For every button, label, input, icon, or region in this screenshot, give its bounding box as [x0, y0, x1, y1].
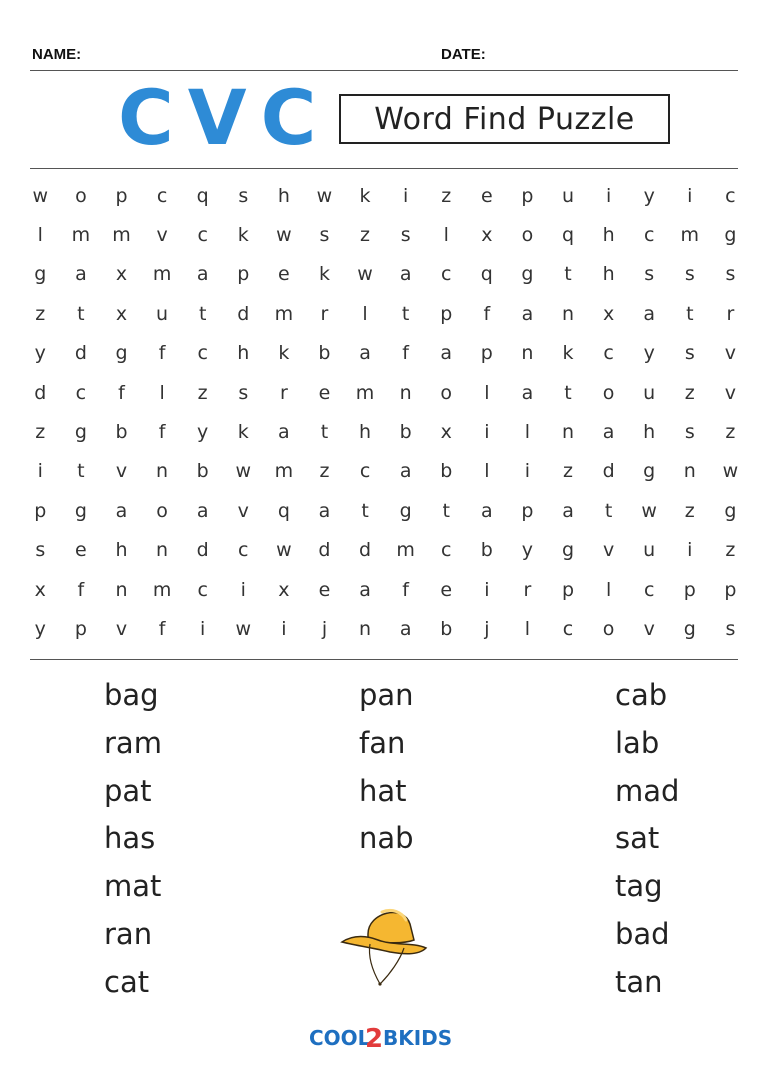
- grid-letter: f: [402, 342, 409, 365]
- grid-letter: c: [441, 539, 452, 562]
- grid-letter: u: [156, 302, 169, 325]
- grid-letter: m: [152, 578, 172, 601]
- grid-letter: l: [362, 302, 368, 325]
- grid-letter: t: [442, 499, 450, 522]
- grid-letter: p: [440, 302, 453, 325]
- grid-letter: n: [156, 539, 169, 562]
- grid-letter: c: [603, 342, 614, 365]
- grid-letter: a: [481, 499, 493, 522]
- grid-letter: j: [321, 617, 328, 640]
- grid-letter: p: [561, 578, 575, 601]
- grid-letter: u: [643, 539, 656, 562]
- grid-letter: v: [156, 224, 168, 247]
- grid-letter: z: [725, 539, 736, 562]
- grid-letter: g: [724, 224, 737, 247]
- grid-letter: u: [561, 184, 575, 207]
- grid-letter: r: [279, 381, 288, 404]
- grid-letter: a: [399, 617, 412, 640]
- grid-letter: n: [683, 460, 696, 483]
- grid-letter: v: [115, 460, 128, 483]
- grid-letter: l: [524, 617, 531, 640]
- grid-letter: t: [604, 499, 613, 522]
- grid-letter: k: [278, 342, 290, 365]
- grid-letter: g: [561, 539, 575, 562]
- grid-letter: m: [274, 460, 294, 483]
- grid-letter: j: [484, 617, 490, 640]
- grid-letter: k: [562, 342, 574, 365]
- grid-top-rule: [30, 168, 738, 169]
- grid-letter: x: [115, 302, 128, 325]
- grid-letter: m: [152, 263, 172, 286]
- grid-letter: f: [158, 342, 166, 365]
- grid-letter: t: [361, 499, 369, 522]
- grid-letter: g: [399, 499, 412, 522]
- grid-letter: a: [75, 263, 87, 286]
- word-list-column-1: [104, 672, 162, 1007]
- grid-letter: z: [563, 460, 573, 483]
- grid-letter: r: [320, 302, 329, 325]
- grid-letter: e: [440, 578, 453, 601]
- grid-letter: z: [360, 224, 371, 247]
- grid-letter: c: [238, 539, 249, 562]
- grid-letter: z: [35, 302, 46, 325]
- grid-letter: w: [316, 184, 333, 207]
- grid-letter: n: [561, 302, 575, 325]
- grid-letter: v: [724, 342, 737, 365]
- grid-letter: y: [197, 421, 209, 444]
- word-item: mad: [615, 773, 680, 808]
- logo-text-bkids: BKIDS: [383, 1026, 453, 1050]
- grid-letter: b: [440, 460, 453, 483]
- grid-letter: l: [524, 421, 531, 444]
- word-list-column-3: [615, 672, 679, 1007]
- grid-letter: g: [521, 263, 534, 286]
- grid-letter: z: [197, 381, 208, 404]
- grid-letter: n: [521, 342, 534, 365]
- grid-letter: w: [235, 617, 252, 640]
- grid-letter: f: [158, 617, 166, 640]
- grid-letter: a: [359, 342, 371, 365]
- grid-letter: z: [319, 460, 330, 483]
- word-item: cat: [104, 964, 150, 999]
- grid-letter: w: [641, 499, 657, 522]
- grid-letter: h: [237, 342, 250, 365]
- grid-letter: y: [643, 342, 655, 365]
- grid-letter: a: [440, 342, 453, 365]
- grid-letter: d: [34, 381, 47, 404]
- grid-letter: i: [403, 184, 409, 207]
- grid-letter: e: [318, 381, 331, 404]
- grid-letter: v: [602, 539, 615, 562]
- grid-letter: t: [686, 302, 694, 325]
- grid-letter: t: [401, 302, 410, 325]
- word-item: ram: [104, 725, 162, 760]
- grid-letter: f: [77, 578, 85, 601]
- grid-letter: s: [684, 342, 695, 365]
- cool2bkids-logo: [305, 1018, 465, 1054]
- grid-letter: v: [724, 381, 737, 404]
- logo-text-2: 2: [365, 1024, 384, 1054]
- grid-letter: w: [32, 184, 49, 207]
- grid-letter: m: [355, 381, 375, 404]
- word-list-column-2: [359, 672, 414, 863]
- grid-letter: b: [440, 617, 453, 640]
- word-item: bag: [104, 678, 159, 712]
- grid-letter: q: [196, 184, 209, 207]
- date-label: DATE:: [441, 46, 486, 63]
- grid-letter: s: [644, 263, 655, 286]
- grid-letter: g: [643, 460, 656, 483]
- grid-letter: s: [238, 184, 249, 207]
- grid-letter: v: [237, 499, 249, 522]
- grid-letter: h: [115, 539, 128, 562]
- grid-letter: g: [34, 263, 47, 286]
- grid-letter: x: [34, 578, 46, 601]
- grid-letter: n: [156, 460, 169, 483]
- grid-letter: m: [112, 224, 131, 247]
- grid-letter: t: [320, 421, 329, 444]
- grid-letter: v: [115, 617, 128, 640]
- grid-letter: v: [643, 617, 655, 640]
- grid-letter: f: [118, 381, 125, 404]
- grid-letter: g: [74, 499, 87, 522]
- grid-letter: s: [238, 381, 249, 404]
- grid-letter: a: [643, 302, 656, 325]
- grid-letter: o: [521, 224, 534, 247]
- grid-letter: o: [602, 617, 615, 640]
- grid-letter: i: [524, 460, 531, 483]
- grid-letter: y: [34, 342, 46, 365]
- grid-letter: p: [521, 184, 534, 207]
- grid-letter: e: [278, 263, 290, 286]
- grid-letter: i: [484, 421, 490, 444]
- word-item: cab: [615, 678, 668, 712]
- word-item: sat: [615, 821, 660, 856]
- grid-letter: h: [602, 263, 615, 286]
- word-item: pat: [104, 773, 152, 808]
- grid-letter: b: [318, 342, 331, 365]
- cvc-title: CVC: [118, 73, 331, 162]
- grid-letter: y: [643, 184, 655, 207]
- grid-letter: l: [484, 460, 490, 483]
- grid-letter: f: [483, 302, 491, 325]
- grid-letter: o: [156, 499, 168, 522]
- grid-letter: c: [197, 578, 208, 601]
- grid-letter: h: [643, 421, 656, 444]
- bucket-hat-icon: [334, 890, 434, 990]
- grid-letter: t: [77, 302, 85, 325]
- grid-letter: g: [724, 499, 737, 522]
- grid-letter: p: [683, 578, 696, 601]
- grid-letter: a: [196, 263, 209, 286]
- grid-letter: q: [480, 263, 493, 286]
- grid-letter: x: [440, 421, 452, 444]
- grid-letter: f: [158, 421, 166, 444]
- grid-letter: g: [115, 342, 128, 365]
- grid-letter: l: [159, 381, 165, 404]
- grid-letter: a: [359, 578, 371, 601]
- letter-grid: [20, 176, 750, 649]
- grid-letter: n: [115, 578, 128, 601]
- grid-letter: g: [74, 421, 87, 444]
- grid-letter: s: [400, 224, 411, 247]
- grid-letter: a: [521, 381, 534, 404]
- grid-letter: a: [318, 499, 331, 522]
- grid-letter: t: [564, 263, 572, 286]
- word-item: fan: [359, 725, 406, 760]
- grid-letter: a: [562, 499, 574, 522]
- grid-letter: z: [441, 184, 452, 207]
- grid-letter: l: [484, 381, 490, 404]
- grid-letter: o: [602, 381, 615, 404]
- grid-letter: i: [281, 617, 287, 640]
- grid-letter: w: [276, 539, 292, 562]
- grid-letter: n: [561, 421, 575, 444]
- grid-letter: k: [237, 224, 249, 247]
- grid-letter: x: [481, 224, 493, 247]
- grid-letter: b: [480, 539, 493, 562]
- grid-letter: b: [196, 460, 209, 483]
- grid-letter: z: [35, 421, 46, 444]
- grid-letter: x: [602, 302, 615, 325]
- grid-letter: e: [480, 184, 493, 207]
- grid-bottom-rule: [30, 659, 738, 660]
- grid-letter: l: [605, 578, 612, 601]
- grid-letter: q: [277, 499, 290, 522]
- word-item: pan: [359, 678, 414, 712]
- grid-letter: p: [237, 263, 250, 286]
- word-item: nab: [359, 821, 414, 856]
- grid-letter: w: [722, 460, 739, 483]
- grid-letter: d: [237, 302, 250, 325]
- grid-letter: m: [396, 539, 415, 562]
- grid-letter: m: [71, 224, 91, 247]
- grid-letter: l: [443, 224, 449, 247]
- grid-letter: c: [197, 342, 208, 365]
- grid-letter: n: [359, 617, 372, 640]
- grid-letter: q: [561, 224, 575, 247]
- grid-letter: s: [319, 224, 330, 247]
- grid-letter: i: [484, 578, 490, 601]
- grid-letter: a: [196, 499, 209, 522]
- grid-letter: a: [521, 302, 534, 325]
- grid-letter: i: [687, 539, 693, 562]
- grid-letter: s: [684, 263, 695, 286]
- grid-letter: i: [605, 184, 612, 207]
- grid-letter: g: [683, 617, 696, 640]
- grid-letter: o: [75, 184, 87, 207]
- grid-letter: p: [724, 578, 737, 601]
- word-item: ran: [104, 916, 153, 951]
- grid-letter: h: [359, 421, 372, 444]
- grid-letter: a: [399, 460, 412, 483]
- grid-letter: w: [235, 460, 252, 483]
- grid-letter: f: [402, 578, 409, 601]
- grid-letter: h: [277, 184, 290, 207]
- grid-letter: c: [359, 460, 371, 483]
- grid-letter: n: [399, 381, 412, 404]
- grid-letter: z: [684, 499, 695, 522]
- grid-letter: y: [34, 617, 46, 640]
- grid-letter: c: [643, 224, 655, 247]
- word-item: has: [104, 821, 156, 856]
- grid-letter: a: [399, 263, 412, 286]
- grid-letter: m: [274, 302, 294, 325]
- grid-letter: d: [74, 342, 87, 365]
- grid-letter: i: [200, 617, 206, 640]
- word-item: bad: [615, 916, 670, 951]
- grid-letter: s: [35, 539, 46, 562]
- grid-letter: x: [278, 578, 290, 601]
- grid-letter: z: [725, 421, 736, 444]
- grid-letter: c: [562, 617, 574, 640]
- grid-letter: i: [37, 460, 43, 483]
- logo-text-cool: COOL: [309, 1026, 371, 1050]
- grid-letter: h: [602, 224, 615, 247]
- grid-letter: k: [359, 184, 371, 207]
- word-item: tan: [615, 964, 663, 999]
- grid-letter: r: [523, 578, 532, 601]
- grid-letter: c: [441, 263, 452, 286]
- grid-letter: t: [564, 381, 572, 404]
- grid-letter: l: [37, 224, 43, 247]
- grid-letter: c: [75, 381, 87, 404]
- grid-letter: p: [480, 342, 493, 365]
- grid-letter: p: [34, 499, 47, 522]
- grid-letter: e: [318, 578, 331, 601]
- grid-letter: k: [318, 263, 330, 286]
- grid-letter: u: [643, 381, 656, 404]
- grid-letter: d: [196, 539, 209, 562]
- grid-letter: t: [77, 460, 85, 483]
- grid-letter: w: [357, 263, 373, 286]
- grid-letter: d: [359, 539, 372, 562]
- grid-letter: b: [115, 421, 128, 444]
- grid-letter: d: [602, 460, 615, 483]
- grid-letter: d: [318, 539, 331, 562]
- grid-letter: y: [521, 539, 534, 562]
- grid-letter: a: [602, 421, 615, 444]
- word-item: mat: [104, 869, 162, 904]
- name-label: NAME:: [32, 46, 82, 63]
- grid-letter: r: [726, 302, 735, 325]
- puzzle-subtitle: Word Find Puzzle: [374, 101, 635, 137]
- grid-letter: z: [684, 381, 695, 404]
- grid-letter: i: [240, 578, 246, 601]
- grid-letter: c: [156, 184, 168, 207]
- grid-letter: i: [687, 184, 693, 207]
- grid-letter: p: [115, 184, 128, 207]
- grid-letter: s: [684, 421, 695, 444]
- grid-letter: b: [399, 421, 412, 444]
- grid-letter: c: [643, 578, 655, 601]
- word-item: lab: [615, 725, 660, 760]
- grid-letter: c: [725, 184, 736, 207]
- grid-letter: o: [440, 381, 453, 404]
- word-item: tag: [615, 869, 663, 904]
- grid-letter: s: [725, 617, 736, 640]
- puzzle-subtitle-box: [339, 94, 670, 144]
- grid-letter: w: [276, 224, 292, 247]
- grid-letter: k: [237, 421, 249, 444]
- grid-letter: m: [680, 224, 700, 247]
- grid-letter: p: [74, 617, 87, 640]
- grid-letter: s: [725, 263, 736, 286]
- grid-letter: e: [75, 539, 87, 562]
- grid-letter: p: [521, 499, 534, 522]
- word-item: hat: [359, 773, 407, 808]
- grid-letter: c: [197, 224, 208, 247]
- grid-letter: a: [278, 421, 290, 444]
- grid-letter: t: [198, 302, 207, 325]
- grid-letter: x: [115, 263, 128, 286]
- grid-letter: a: [115, 499, 128, 522]
